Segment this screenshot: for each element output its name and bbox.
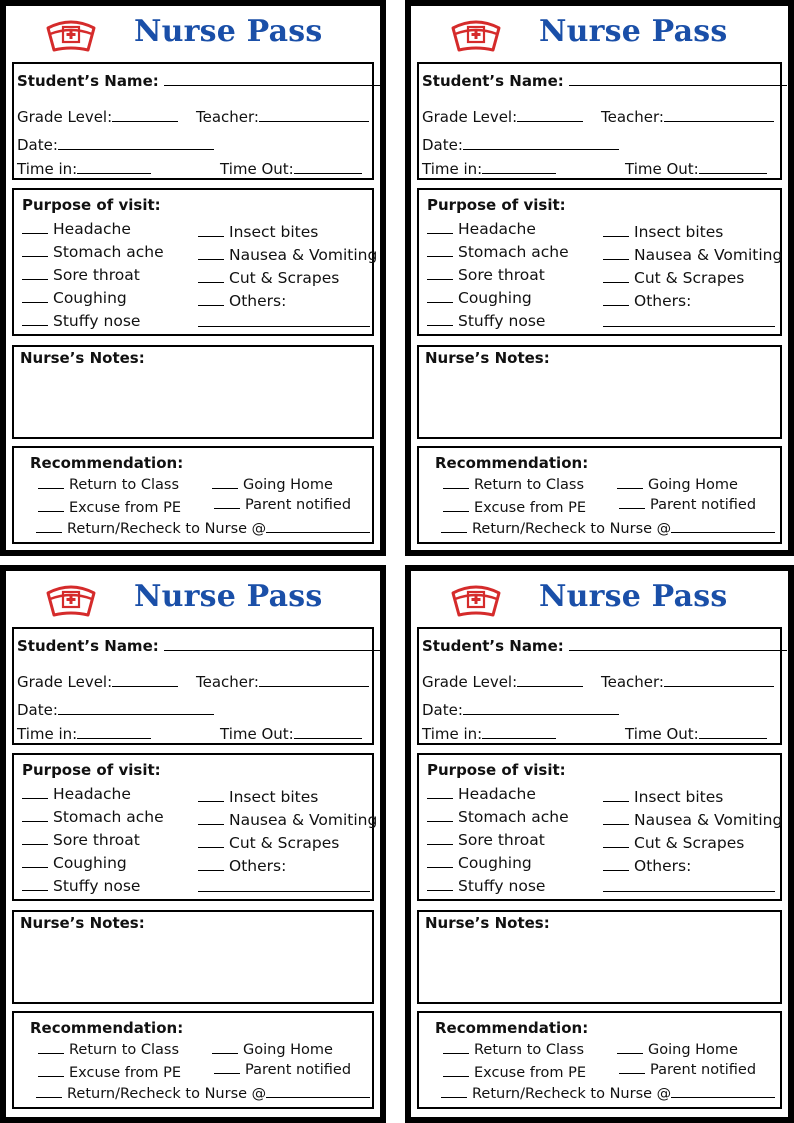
purpose-box: [12, 188, 378, 336]
time-in-label: Time in:: [422, 160, 483, 178]
going-home-option[interactable]: [212, 476, 333, 494]
nurse-notes-box[interactable]: [417, 910, 782, 1004]
purpose-option[interactable]: [603, 292, 691, 310]
purpose-option-label: Stuffy nose: [458, 312, 546, 330]
nurse-cap-icon: [449, 579, 503, 619]
checkbox-blank[interactable]: [22, 832, 48, 845]
student-name-field[interactable]: [569, 73, 787, 86]
purpose-option-label: Stuffy nose: [53, 877, 141, 895]
teacher-row[interactable]: [601, 673, 774, 691]
excuse-from-pe-label: Excuse from PE: [69, 500, 181, 516]
checkbox-blank[interactable]: [619, 496, 645, 509]
time-out-field[interactable]: [294, 726, 362, 739]
teacher-label: Teacher:: [196, 673, 259, 691]
date-field[interactable]: [58, 137, 214, 150]
purpose-option[interactable]: [198, 857, 286, 875]
checkbox-blank[interactable]: [603, 835, 629, 848]
recheck-time-field[interactable]: [671, 1085, 775, 1098]
time-in-field[interactable]: [482, 161, 556, 174]
others-field[interactable]: [198, 891, 370, 892]
return-recheck-option[interactable]: [36, 1085, 370, 1103]
checkbox-blank[interactable]: [198, 812, 224, 825]
checkbox-blank[interactable]: [427, 878, 453, 891]
purpose-option[interactable]: [427, 243, 569, 261]
student-name-label: Student’s Name:: [422, 637, 564, 655]
purpose-option-label: Headache: [53, 785, 131, 803]
grade-level-label: Grade Level:: [17, 673, 113, 691]
purpose-option[interactable]: [603, 788, 723, 806]
excuse-from-pe-option[interactable]: [443, 499, 586, 517]
nurse-pass-card: [0, 0, 386, 556]
grade-level-field[interactable]: [517, 109, 583, 122]
recommendation-box: [417, 1011, 782, 1109]
purpose-option-label: Stuffy nose: [458, 877, 546, 895]
teacher-field[interactable]: [664, 674, 774, 687]
nurse-notes-title: Nurse’s Notes:: [425, 914, 550, 932]
checkbox-blank[interactable]: [22, 313, 48, 326]
purpose-option-label: Coughing: [53, 854, 127, 872]
time-in-row[interactable]: [422, 160, 556, 178]
checkbox-blank[interactable]: [603, 812, 629, 825]
time-out-label: Time Out:: [220, 160, 294, 178]
checkbox-blank[interactable]: [22, 809, 48, 822]
time-out-field[interactable]: [699, 726, 767, 739]
checkbox-blank[interactable]: [441, 1085, 467, 1098]
grade-level-field[interactable]: [112, 109, 178, 122]
checkbox-blank[interactable]: [603, 247, 629, 260]
purpose-option-label: Cut & Scrapes: [634, 269, 745, 287]
purpose-option-label: Stomach ache: [458, 808, 569, 826]
student-info-box: [12, 62, 374, 180]
teacher-row[interactable]: [196, 108, 369, 126]
return-recheck-option[interactable]: [441, 1085, 775, 1103]
pass-header: [6, 8, 380, 56]
purpose-option[interactable]: [22, 243, 164, 261]
student-name-field[interactable]: [164, 73, 382, 86]
checkbox-blank[interactable]: [36, 520, 62, 533]
purpose-option-label: Nausea & Vomiting: [229, 811, 378, 829]
purpose-option[interactable]: [198, 269, 339, 287]
purpose-option[interactable]: [198, 834, 339, 852]
nurse-notes-title: Nurse’s Notes:: [20, 349, 145, 367]
purpose-option-label: Cut & Scrapes: [634, 834, 745, 852]
purpose-option-label: Coughing: [458, 289, 532, 307]
student-name-row[interactable]: [17, 637, 382, 655]
recommendation-title: Recommendation:: [30, 454, 184, 472]
return-to-class-label: Return to Class: [69, 1042, 180, 1058]
time-in-label: Time in:: [422, 725, 483, 743]
nurse-notes-box[interactable]: [12, 910, 374, 1004]
others-field[interactable]: [198, 326, 370, 327]
time-out-label: Time Out:: [625, 160, 699, 178]
purpose-option-label: Nausea & Vomiting: [634, 246, 783, 264]
purpose-option[interactable]: [22, 831, 140, 849]
return-to-class-option[interactable]: [443, 1041, 584, 1059]
time-in-label: Time in:: [17, 160, 78, 178]
checkbox-blank[interactable]: [427, 244, 453, 257]
return-to-class-option[interactable]: [443, 476, 584, 494]
student-name-field[interactable]: [164, 638, 382, 651]
checkbox-blank[interactable]: [443, 499, 469, 512]
nurse-pass-card: [405, 565, 794, 1123]
grade-level-label: Grade Level:: [422, 673, 518, 691]
grade-level-field[interactable]: [112, 674, 178, 687]
date-row[interactable]: [17, 701, 214, 719]
checkbox-blank[interactable]: [198, 293, 224, 306]
date-row[interactable]: [17, 136, 214, 154]
purpose-option[interactable]: [603, 834, 744, 852]
parent-notified-option[interactable]: [619, 1061, 756, 1079]
checkbox-blank[interactable]: [603, 293, 629, 306]
purpose-option-label: Stuffy nose: [53, 312, 141, 330]
student-name-field[interactable]: [569, 638, 787, 651]
nurse-cap-icon: [44, 14, 98, 54]
grade-level-label: Grade Level:: [17, 108, 113, 126]
date-field[interactable]: [463, 137, 619, 150]
student-info-box: [12, 627, 374, 745]
purpose-option-label: Sore throat: [458, 266, 545, 284]
date-row[interactable]: [422, 701, 619, 719]
purpose-option[interactable]: [603, 269, 744, 287]
time-in-row[interactable]: [422, 725, 556, 743]
purpose-option[interactable]: [198, 223, 318, 241]
student-name-label: Student’s Name:: [422, 72, 564, 90]
return-recheck-label: Return/Recheck to Nurse @: [67, 1086, 267, 1102]
checkbox-blank[interactable]: [617, 476, 643, 489]
purpose-option-label: Nausea & Vomiting: [634, 811, 783, 829]
checkbox-blank[interactable]: [603, 858, 629, 871]
checkbox-blank[interactable]: [603, 789, 629, 802]
purpose-option[interactable]: [22, 854, 127, 872]
purpose-option-label: Insect bites: [229, 788, 319, 806]
excuse-from-pe-label: Excuse from PE: [474, 500, 586, 516]
time-out-field[interactable]: [699, 161, 767, 174]
purpose-option[interactable]: [603, 857, 691, 875]
purpose-option[interactable]: [22, 785, 131, 803]
purpose-option[interactable]: [427, 289, 532, 307]
time-in-field[interactable]: [77, 726, 151, 739]
others-field[interactable]: [603, 326, 775, 327]
checkbox-blank[interactable]: [212, 476, 238, 489]
date-label: Date:: [17, 136, 58, 154]
return-to-class-label: Return to Class: [69, 477, 180, 493]
purpose-option[interactable]: [22, 877, 140, 895]
pass-header: [411, 8, 788, 56]
return-to-class-label: Return to Class: [474, 1042, 585, 1058]
time-in-field[interactable]: [482, 726, 556, 739]
student-name-label: Student’s Name:: [17, 72, 159, 90]
return-recheck-label: Return/Recheck to Nurse @: [67, 521, 267, 537]
nurse-cap-icon: [44, 579, 98, 619]
parent-notified-option[interactable]: [619, 496, 756, 514]
excuse-from-pe-label: Excuse from PE: [474, 1065, 586, 1081]
teacher-label: Teacher:: [601, 108, 664, 126]
nurse-pass-card: [0, 565, 386, 1123]
teacher-row[interactable]: [601, 108, 774, 126]
purpose-option-label: Headache: [53, 220, 131, 238]
purpose-option-label: Sore throat: [53, 266, 140, 284]
checkbox-blank[interactable]: [603, 224, 629, 237]
checkbox-blank[interactable]: [22, 244, 48, 257]
purpose-box: [417, 188, 782, 336]
nurse-cap-icon: [449, 14, 503, 54]
checkbox-blank[interactable]: [443, 1041, 469, 1054]
pass-title: Nurse Pass: [539, 14, 728, 49]
date-label: Date:: [17, 701, 58, 719]
purpose-box: [417, 753, 782, 901]
purpose-option-label: Others:: [634, 857, 692, 875]
return-recheck-option[interactable]: [441, 520, 775, 538]
return-recheck-option[interactable]: [36, 520, 370, 538]
excuse-from-pe-option[interactable]: [443, 1064, 586, 1082]
student-info-box: [417, 62, 782, 180]
checkbox-blank[interactable]: [427, 267, 453, 280]
checkbox-blank[interactable]: [212, 1041, 238, 1054]
checkbox-blank[interactable]: [22, 267, 48, 280]
purpose-option-label: Others:: [634, 292, 692, 310]
time-out-row[interactable]: [220, 160, 362, 178]
checkbox-blank[interactable]: [198, 858, 224, 871]
purpose-box: [12, 753, 378, 901]
checkbox-blank[interactable]: [427, 809, 453, 822]
teacher-field[interactable]: [259, 674, 369, 687]
nurse-notes-box[interactable]: [12, 345, 374, 439]
time-out-label: Time Out:: [625, 725, 699, 743]
checkbox-blank[interactable]: [38, 1064, 64, 1077]
purpose-option-label: Coughing: [53, 289, 127, 307]
purpose-option-label: Nausea & Vomiting: [229, 246, 378, 264]
purpose-option-label: Coughing: [458, 854, 532, 872]
teacher-field[interactable]: [259, 109, 369, 122]
time-in-row[interactable]: [17, 725, 151, 743]
purpose-option[interactable]: [427, 854, 532, 872]
purpose-option-label: Sore throat: [53, 831, 140, 849]
recommendation-box: [417, 446, 782, 544]
purpose-option[interactable]: [198, 292, 286, 310]
checkbox-blank[interactable]: [22, 290, 48, 303]
return-recheck-label: Return/Recheck to Nurse @: [472, 1086, 672, 1102]
checkbox-blank[interactable]: [427, 832, 453, 845]
parent-notified-option[interactable]: [214, 1061, 351, 1079]
purpose-option-label: Insect bites: [229, 223, 319, 241]
checkbox-blank[interactable]: [427, 855, 453, 868]
return-recheck-label: Return/Recheck to Nurse @: [472, 521, 672, 537]
pass-header: [6, 573, 380, 621]
purpose-option[interactable]: [22, 808, 164, 826]
recommendation-box: [12, 1011, 374, 1109]
date-field[interactable]: [58, 702, 214, 715]
excuse-from-pe-label: Excuse from PE: [69, 1065, 181, 1081]
checkbox-blank[interactable]: [198, 789, 224, 802]
time-out-label: Time Out:: [220, 725, 294, 743]
parent-notified-option[interactable]: [214, 496, 351, 514]
checkbox-blank[interactable]: [198, 270, 224, 283]
going-home-option[interactable]: [212, 1041, 333, 1059]
date-label: Date:: [422, 136, 463, 154]
grade-level-label: Grade Level:: [422, 108, 518, 126]
purpose-option-label: Others:: [229, 857, 287, 875]
grade-level-row[interactable]: [17, 673, 178, 691]
purpose-option-label: Cut & Scrapes: [229, 834, 340, 852]
parent-notified-label: Parent notified: [245, 1062, 352, 1078]
purpose-option-label: Headache: [458, 220, 536, 238]
teacher-field[interactable]: [664, 109, 774, 122]
purpose-option[interactable]: [427, 877, 545, 895]
checkbox-blank[interactable]: [443, 476, 469, 489]
purpose-option-label: Headache: [458, 785, 536, 803]
checkbox-blank[interactable]: [198, 224, 224, 237]
purpose-option[interactable]: [427, 312, 545, 330]
time-out-field[interactable]: [294, 161, 362, 174]
checkbox-blank[interactable]: [617, 1041, 643, 1054]
going-home-label: Going Home: [243, 1042, 333, 1058]
time-in-row[interactable]: [17, 160, 151, 178]
return-to-class-option[interactable]: [38, 476, 179, 494]
purpose-option[interactable]: [427, 808, 569, 826]
purpose-option-label: Insect bites: [634, 223, 724, 241]
purpose-option-label: Insect bites: [634, 788, 724, 806]
purpose-option-label: Others:: [229, 292, 287, 310]
purpose-option[interactable]: [198, 246, 377, 264]
date-label: Date:: [422, 701, 463, 719]
time-out-row[interactable]: [220, 725, 362, 743]
checkbox-blank[interactable]: [427, 290, 453, 303]
checkbox-blank[interactable]: [22, 786, 48, 799]
purpose-title: Purpose of visit:: [427, 196, 566, 214]
others-field[interactable]: [603, 891, 775, 892]
checkbox-blank[interactable]: [36, 1085, 62, 1098]
checkbox-blank[interactable]: [38, 499, 64, 512]
checkbox-blank[interactable]: [441, 520, 467, 533]
student-name-label: Student’s Name:: [17, 637, 159, 655]
checkbox-blank[interactable]: [427, 221, 453, 234]
recommendation-title: Recommendation:: [435, 454, 589, 472]
checkbox-blank[interactable]: [214, 496, 240, 509]
purpose-option[interactable]: [427, 266, 545, 284]
student-name-row[interactable]: [422, 637, 787, 655]
checkbox-blank[interactable]: [22, 221, 48, 234]
checkbox-blank[interactable]: [22, 855, 48, 868]
nurse-pass-card: [405, 0, 794, 556]
excuse-from-pe-option[interactable]: [38, 499, 181, 517]
checkbox-blank[interactable]: [198, 835, 224, 848]
pass-title: Nurse Pass: [134, 579, 323, 614]
recommendation-box: [12, 446, 374, 544]
pass-title: Nurse Pass: [539, 579, 728, 614]
checkbox-blank[interactable]: [443, 1064, 469, 1077]
time-out-row[interactable]: [625, 160, 767, 178]
time-in-field[interactable]: [77, 161, 151, 174]
going-home-option[interactable]: [617, 476, 738, 494]
purpose-option[interactable]: [22, 220, 131, 238]
nurse-notes-title: Nurse’s Notes:: [20, 914, 145, 932]
checkbox-blank[interactable]: [619, 1061, 645, 1074]
grade-level-field[interactable]: [517, 674, 583, 687]
pass-header: [411, 573, 788, 621]
student-name-row[interactable]: [422, 72, 787, 90]
date-row[interactable]: [422, 136, 619, 154]
teacher-label: Teacher:: [601, 673, 664, 691]
purpose-option[interactable]: [603, 811, 782, 829]
purpose-option-label: Sore throat: [458, 831, 545, 849]
checkbox-blank[interactable]: [427, 786, 453, 799]
purpose-option[interactable]: [22, 289, 127, 307]
purpose-option[interactable]: [427, 831, 545, 849]
purpose-option[interactable]: [427, 220, 536, 238]
purpose-title: Purpose of visit:: [22, 196, 161, 214]
teacher-label: Teacher:: [196, 108, 259, 126]
grade-level-row[interactable]: [17, 108, 178, 126]
checkbox-blank[interactable]: [603, 270, 629, 283]
going-home-label: Going Home: [648, 477, 738, 493]
student-info-box: [417, 627, 782, 745]
recheck-time-field[interactable]: [266, 1085, 370, 1098]
purpose-option[interactable]: [603, 223, 723, 241]
grade-level-row[interactable]: [422, 108, 583, 126]
time-out-row[interactable]: [625, 725, 767, 743]
excuse-from-pe-option[interactable]: [38, 1064, 181, 1082]
purpose-option[interactable]: [22, 312, 140, 330]
checkbox-blank[interactable]: [427, 313, 453, 326]
purpose-option-label: Stomach ache: [53, 808, 164, 826]
purpose-title: Purpose of visit:: [22, 761, 161, 779]
purpose-option[interactable]: [603, 246, 782, 264]
purpose-option[interactable]: [22, 266, 140, 284]
parent-notified-label: Parent notified: [245, 497, 352, 513]
purpose-option-label: Cut & Scrapes: [229, 269, 340, 287]
return-to-class-option[interactable]: [38, 1041, 179, 1059]
return-to-class-label: Return to Class: [474, 477, 585, 493]
nurse-notes-title: Nurse’s Notes:: [425, 349, 550, 367]
purpose-option-label: Stomach ache: [458, 243, 569, 261]
teacher-row[interactable]: [196, 673, 369, 691]
recommendation-title: Recommendation:: [435, 1019, 589, 1037]
purpose-option[interactable]: [427, 785, 536, 803]
purpose-option-label: Stomach ache: [53, 243, 164, 261]
purpose-title: Purpose of visit:: [427, 761, 566, 779]
parent-notified-label: Parent notified: [650, 497, 757, 513]
recheck-time-field[interactable]: [671, 520, 775, 533]
recheck-time-field[interactable]: [266, 520, 370, 533]
purpose-option[interactable]: [198, 811, 377, 829]
grade-level-row[interactable]: [422, 673, 583, 691]
time-in-label: Time in:: [17, 725, 78, 743]
checkbox-blank[interactable]: [38, 476, 64, 489]
purpose-option[interactable]: [198, 788, 318, 806]
date-field[interactable]: [463, 702, 619, 715]
parent-notified-label: Parent notified: [650, 1062, 757, 1078]
checkbox-blank[interactable]: [214, 1061, 240, 1074]
nurse-notes-box[interactable]: [417, 345, 782, 439]
going-home-label: Going Home: [648, 1042, 738, 1058]
going-home-label: Going Home: [243, 477, 333, 493]
recommendation-title: Recommendation:: [30, 1019, 184, 1037]
pass-title: Nurse Pass: [134, 14, 323, 49]
student-name-row[interactable]: [17, 72, 382, 90]
checkbox-blank[interactable]: [198, 247, 224, 260]
checkbox-blank[interactable]: [38, 1041, 64, 1054]
checkbox-blank[interactable]: [22, 878, 48, 891]
going-home-option[interactable]: [617, 1041, 738, 1059]
